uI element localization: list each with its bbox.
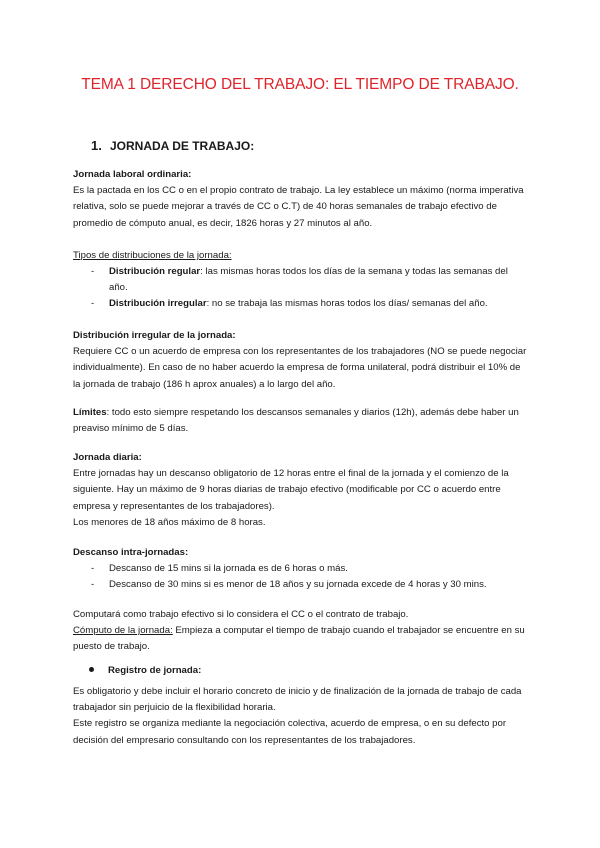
irregular-heading: Distribución irregular de la jornada: [73, 330, 236, 341]
list-dash: - [91, 563, 95, 574]
list-item [91, 577, 521, 593]
registro-text1: Es obligatorio y debe incluir el horario concreto de inicio y de finalización de la jornada de trabajo de cada trabajador sin perjuicio de la flexibilidad horaria. [73, 686, 522, 714]
registro-heading-item [89, 665, 201, 676]
registro-block [73, 684, 529, 749]
list-dash: - [91, 579, 95, 590]
list-dash: - [91, 266, 95, 277]
registro-heading: Registro de jornada: [108, 665, 202, 676]
list-item-text: Descanso de 30 mins si es menor de 18 años y su jornada excede de 4 horas y 30 mins. [109, 579, 487, 590]
descanso-heading: Descanso intra-jornadas: [73, 547, 189, 558]
list-item-label: Distribución regular [109, 266, 201, 277]
list-item [91, 561, 521, 577]
descanso-heading-block [73, 545, 529, 561]
list-item [91, 296, 521, 312]
section-title: JORNADA DE TRABAJO: [110, 139, 255, 153]
computo-text2: Empieza a computar el tiempo de trabajo cuando el trabajador se encuentre en su puesto de trabajo. [73, 625, 525, 653]
jornada-diaria-text2: Los menores de 18 años máximo de 8 horas. [73, 516, 266, 528]
registro-text2: Este registro se organiza mediante la negociación colectiva, acuerdo de empresa, o en su defecto por decisión del empresario consultando con los representantes de los trabajadores. [73, 718, 507, 746]
list-item-text: : las mismas horas todos los días de la semana y todas las semanas del año. [109, 266, 508, 294]
list-item-text: : no se trabaja las mismas horas todos los días/ semanas del año. [206, 298, 488, 309]
limites-label: Límites [73, 407, 107, 418]
computo-label: Cómputo de la jornada: [73, 625, 173, 637]
tipos-heading: Tipos de distribuciones de la jornada: [73, 250, 232, 261]
jornada-diaria-heading: Jornada diaria: [73, 452, 142, 463]
jornada-diaria-text: Entre jornadas hay un descanso obligatorio de 12 horas entre el final de la jornada y el comienzo de la siguiente. Hay un máximo de 9 horas diarias de trabajo efectivo (modificable por CC o acuerdo entre empresa y representantes de los trabajadores). [73, 468, 509, 512]
computo-block [73, 607, 529, 656]
list-item [91, 264, 521, 296]
tipos-heading-block [73, 248, 529, 264]
list-item-label: Distribución irregular [109, 298, 207, 309]
jornada-ordinaria-heading: Jornada laboral ordinaria: [73, 169, 192, 180]
document-title: TEMA 1 DERECHO DEL TRABAJO: EL TIEMPO DE TRABAJO. [81, 76, 519, 93]
limites-block [73, 405, 529, 437]
jornada-ordinaria-block [73, 167, 529, 232]
computo-text1: Computará como trabajo efectivo si lo considera el CC o el contrato de trabajo. [73, 609, 409, 620]
limites-text: : todo esto siempre respetando los descansos semanales y diarios (12h), además debe haber un preaviso mínimo de 5 días. [73, 407, 519, 435]
section-heading [91, 138, 254, 153]
section-number: 1. [91, 138, 102, 153]
list-dash: - [91, 298, 95, 309]
bullet-dot-icon [89, 667, 94, 672]
jornada-ordinaria-text: Es la pactada en los CC o en el propio contrato de trabajo. La ley establece un máximo (norma imperativa relativa, solo se puede mejorar a través de CC o C.T) de 40 horas semanales de trabajo efectivo de promedio de cómputo anual, es decir, 1826 horas y 27 minutos al año. [73, 185, 524, 229]
jornada-diaria-block [73, 450, 529, 531]
irregular-text: Requiere CC o un acuerdo de empresa con los representantes de los trabajadores (NO se puede negociar individualmente). En caso de no haber acuerdo la empresa de forma unilateral, podrá distribuir el 10% de la jornada de trabajo (186 h aprox anuales) a lo largo del año. [73, 346, 527, 390]
irregular-block [73, 328, 529, 393]
list-item-text: Descanso de 15 mins si la jornada es de 6 horas o más. [109, 563, 348, 574]
